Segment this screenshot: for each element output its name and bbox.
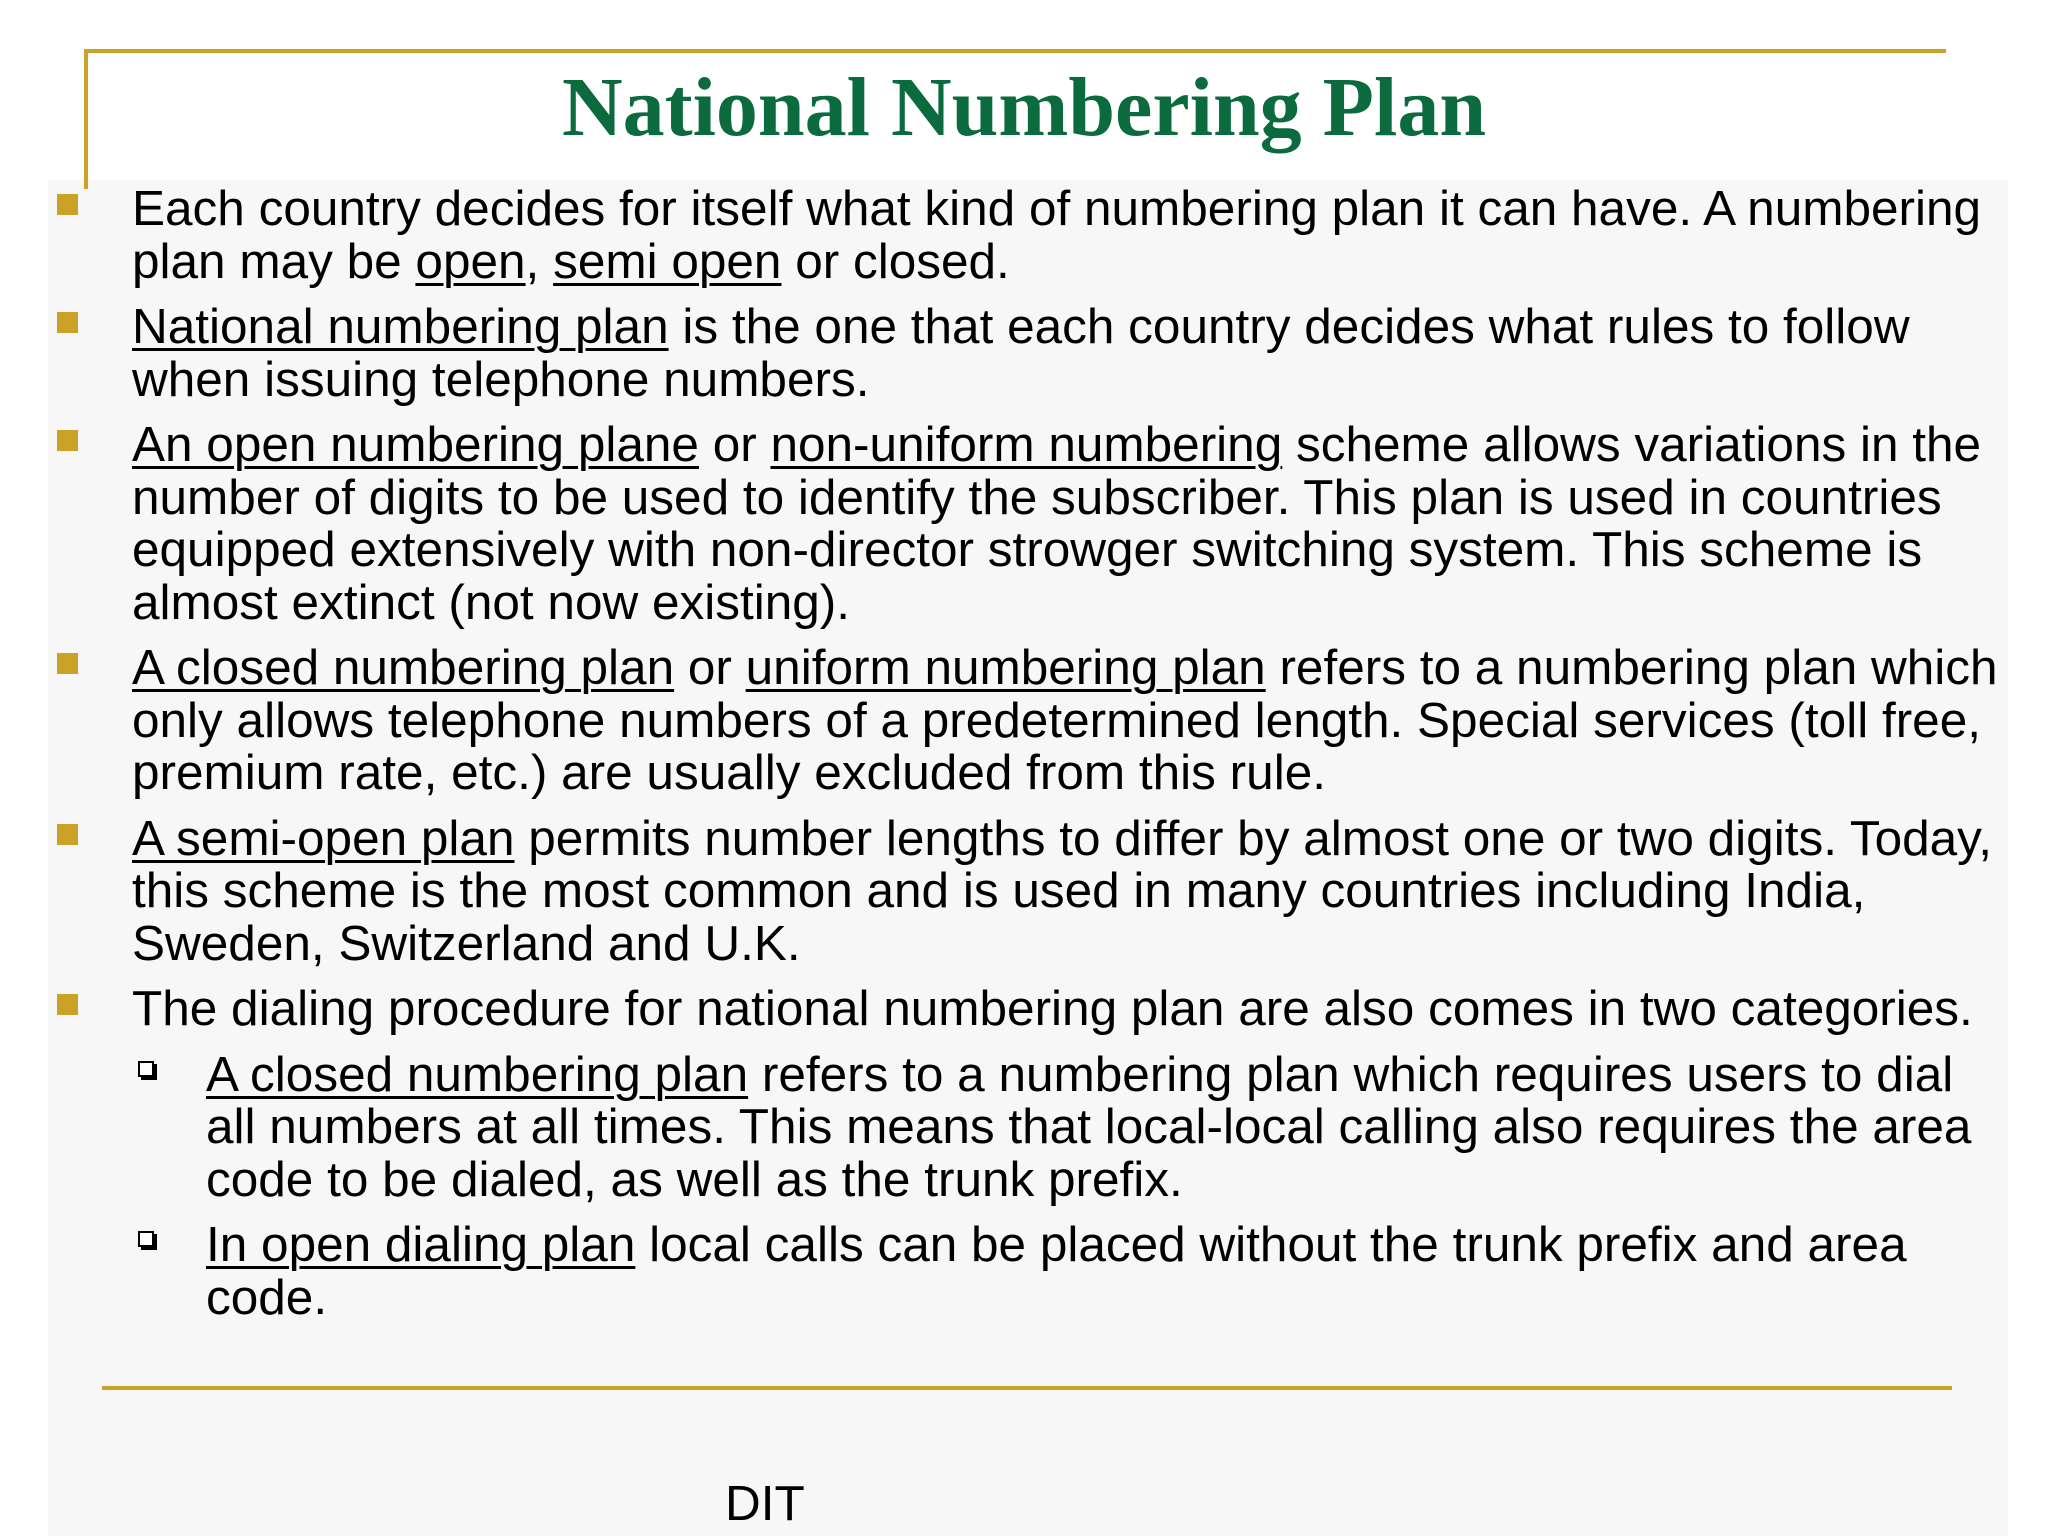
square-bullet-icon xyxy=(57,824,78,845)
bottom-rule xyxy=(102,1386,1952,1390)
bullet-item xyxy=(0,419,2048,629)
square-bullet-icon xyxy=(57,994,78,1015)
bullet-text: An open numbering plane or non-uniform numbering scheme allows variations in the number of digits to be used to identify the subscriber. This plan is used in countries equipped extensively with non-director strowger switching system. This scheme is almost extinct (not now existing). xyxy=(132,417,1982,630)
top-rule xyxy=(84,49,1946,53)
bullet-item xyxy=(0,983,2048,1036)
square-bullet-icon xyxy=(57,194,78,215)
sub-bullet-text: In open dialing plan local calls can be placed without the trunk prefix and area code. xyxy=(206,1217,1907,1325)
hollow-square-bullet-icon xyxy=(138,1061,154,1077)
bullet-text: The dialing procedure for national numbering plan are also comes in two categories. xyxy=(132,981,1973,1036)
bullet-item xyxy=(0,642,2048,800)
page-title: National Numbering Plan xyxy=(561,61,1487,154)
bullet-list xyxy=(0,183,2048,1337)
bullet-item xyxy=(0,810,2048,971)
footer-label: DIT xyxy=(725,1476,805,1531)
sub-bullet-item xyxy=(0,1046,2048,1207)
bullet-item xyxy=(0,183,2048,288)
square-bullet-icon xyxy=(57,312,78,333)
bullet-text: A semi-open plan permits number lengths to differ by almost one or two digits. Today, this scheme is the most common and is used in many countries including India, Sweden, Switzerland and U.K. xyxy=(132,810,1992,971)
hollow-square-bullet-icon xyxy=(138,1231,154,1247)
bullet-text: National numbering plan is the one that each country decides what rules to follow when issuing telephone numbers. xyxy=(132,299,1910,407)
square-bullet-icon xyxy=(57,653,78,674)
bullet-item xyxy=(0,301,2048,406)
bullet-text: Each country decides for itself what kind of numbering plan it can have. A numbering plan may be open, semi open or closed. xyxy=(132,181,1982,289)
square-bullet-icon xyxy=(57,430,78,451)
sub-bullet-text: A closed numbering plan refers to a numbering plan which requires users to dial all numbers at all times. This means that local-local calling also requires the area code to be dialed, as well as the trunk prefix. xyxy=(206,1046,1972,1207)
bullet-text: A closed numbering plan or uniform numbering plan refers to a numbering plan which only allows telephone numbers of a predetermined length. Special services (toll free, premium rate, etc.) are usually excluded from this rule. xyxy=(132,640,1998,800)
sub-bullet-item xyxy=(0,1219,2048,1324)
